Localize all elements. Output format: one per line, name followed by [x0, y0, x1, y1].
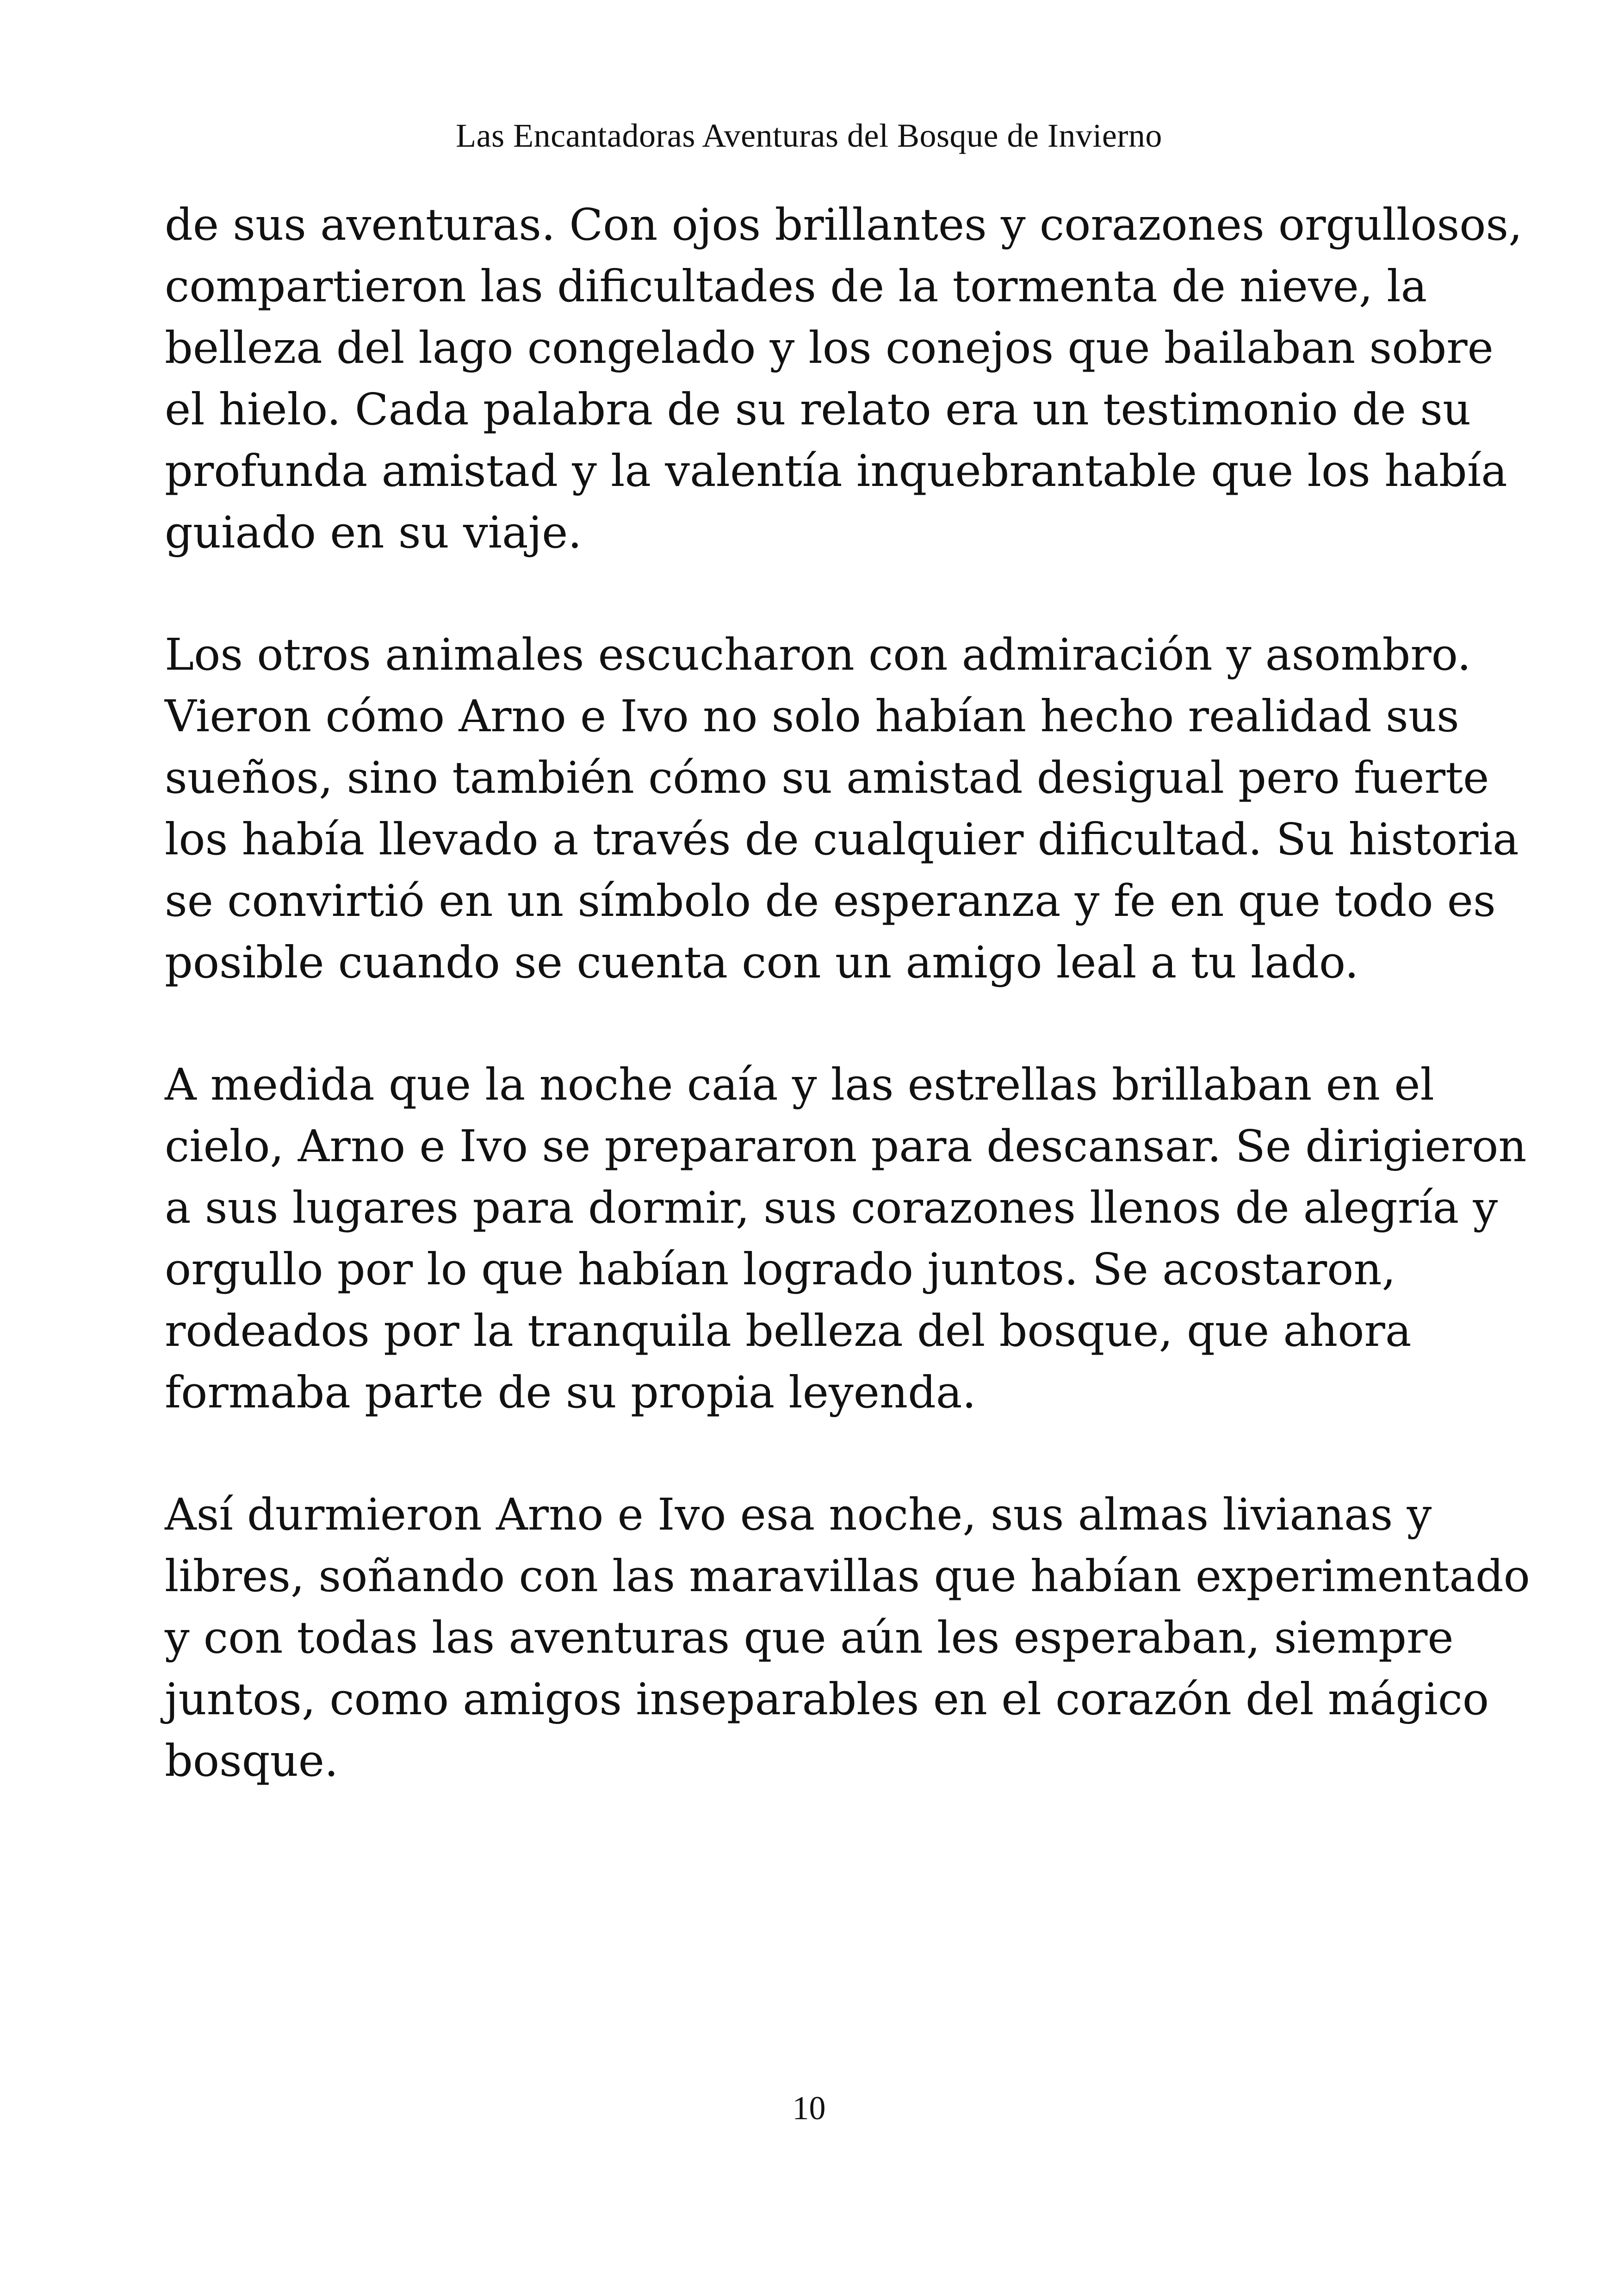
text-line: juntos, como amigos inseparables en el corazón del mágico [165, 1674, 1489, 1725]
text-line: Los otros animales escucharon con admiración y asombro. [165, 629, 1471, 680]
text-line: libres, soñando con las maravillas que habían experimentado [165, 1551, 1530, 1602]
text-line: compartieron las dificultades de la tormenta de nieve, la [165, 261, 1427, 312]
paragraph [165, 624, 1519, 994]
text-line: Vieron cómo Arno e Ivo no solo habían hecho realidad sus [165, 691, 1459, 742]
text-line: rodeados por la tranquila belleza del bosque, que ahora [165, 1306, 1412, 1356]
paragraph [165, 194, 1523, 564]
text-line: cielo, Arno e Ivo se prepararon para descansar. Se dirigieron [165, 1121, 1527, 1172]
text-line: belleza del lago congelado y los conejos que bailaban sobre [165, 323, 1494, 373]
text-line: guiado en su viaje. [165, 507, 582, 558]
text-line: bosque. [165, 1736, 339, 1786]
text-line: de sus aventuras. Con ojos brillantes y corazones orgullosos, [165, 199, 1523, 250]
paragraph [165, 1054, 1527, 1424]
page-body [165, 194, 1530, 1853]
running-header: Las Encantadoras Aventuras del Bosque de Invierno [456, 117, 1162, 154]
text-line: y con todas las aventuras que aún les esperaban, siempre [165, 1612, 1454, 1663]
paragraph [165, 1484, 1530, 1792]
page-number: 10 [792, 2090, 826, 2127]
text-line: los había llevado a través de cualquier dificultad. Su historia [165, 814, 1519, 865]
text-line: posible cuando se cuenta con un amigo leal a tu lado. [165, 937, 1359, 988]
text-line: se convirtió en un símbolo de esperanza y fe en que todo es [165, 876, 1496, 927]
text-line: a sus lugares para dormir, sus corazones llenos de alegría y [165, 1182, 1498, 1233]
text-line: profunda amistad y la valentía inquebrantable que los había [165, 446, 1507, 497]
text-line: el hielo. Cada palabra de su relato era un testimonio de su [165, 384, 1471, 435]
text-line: A medida que la noche caía y las estrellas brillaban en el [165, 1059, 1434, 1110]
text-line: Así durmieron Arno e Ivo esa noche, sus almas livianas y [165, 1489, 1432, 1540]
text-line: formaba parte de su propia leyenda. [165, 1367, 976, 1418]
text-line: orgullo por lo que habían logrado juntos. Se acostaron, [165, 1244, 1396, 1295]
text-line: sueños, sino también cómo su amistad desigual pero fuerte [165, 753, 1489, 803]
